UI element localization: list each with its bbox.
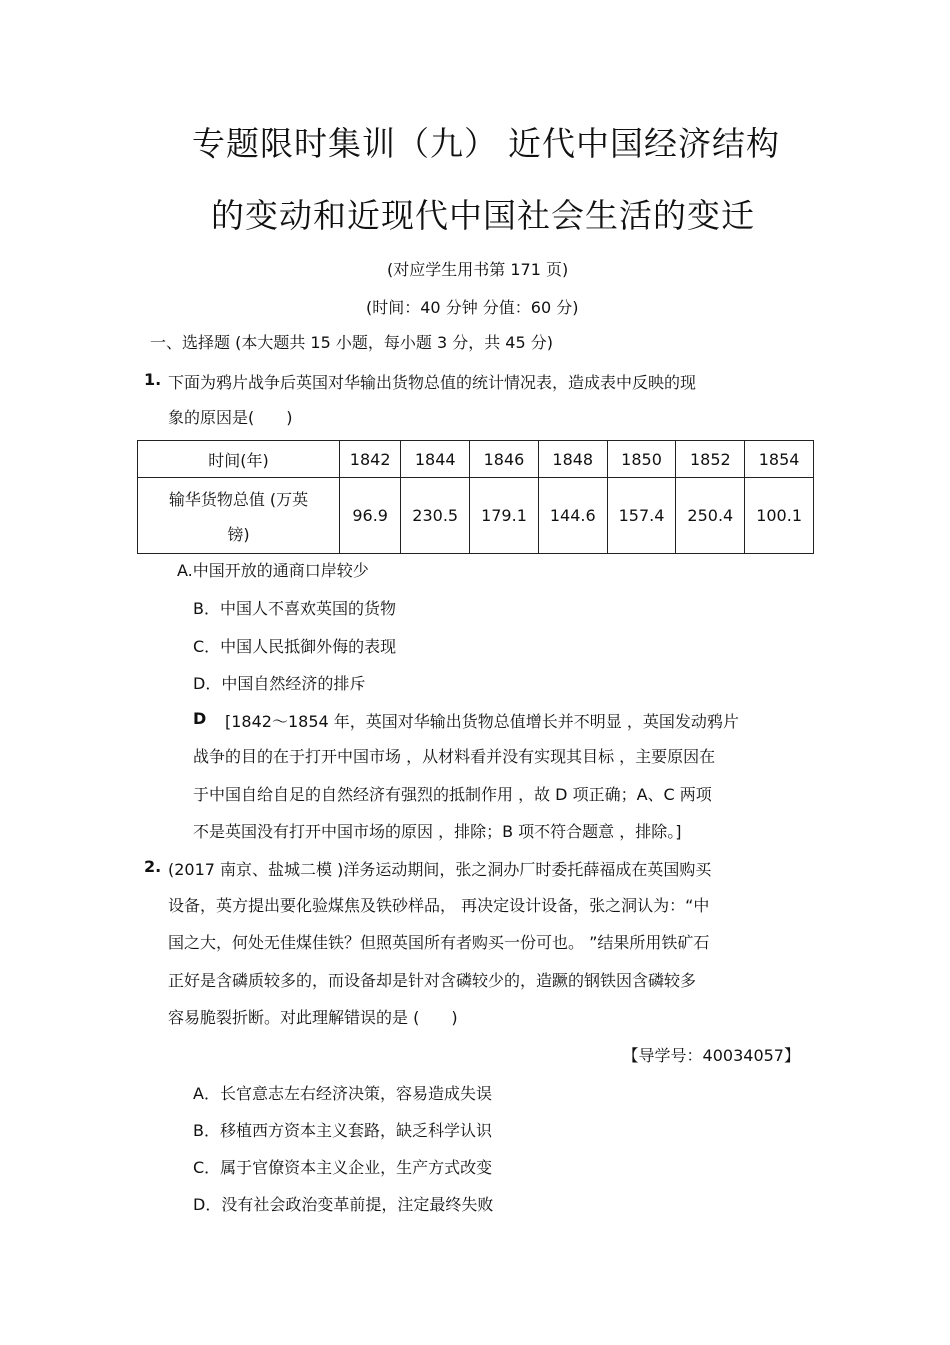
- q2-option-b: B．移植西方资本主义套路，缺乏科学认识: [193, 1121, 492, 1140]
- reference-note: (对应学生用书第 171 页): [387, 260, 569, 279]
- table-cell-value: 100.1: [745, 478, 814, 554]
- q1-option-a: A.中国开放的通商口岸较少: [177, 561, 369, 580]
- page-title-line1-left: 专题限时集训（九）: [192, 124, 498, 163]
- table-row-years: [138, 441, 814, 478]
- table-row-values: [138, 478, 814, 554]
- table-cell-year: 1842: [340, 441, 401, 478]
- q2-stem-line1: (2017 南京、盐城二模 )洋务运动期间，张之洞办厂时委托薛福成在英国购买: [168, 860, 712, 879]
- table-cell-year: 1844: [401, 441, 470, 478]
- q2-guide-number: 【导学号：40034057】: [622, 1046, 800, 1065]
- table-cell-value: 230.5: [401, 478, 470, 554]
- table-cell-value: 250.4: [676, 478, 745, 554]
- page-title-line1-right: 近代中国经济结构: [508, 124, 780, 163]
- table-cell-value: 96.9: [340, 478, 401, 554]
- q1-explanation-line4: 不是英国没有打开中国市场的原因 ，排除；B 项不符合题意 ，排除。]: [193, 822, 682, 841]
- q1-option-c: C．中国人民抵御外侮的表现: [193, 637, 397, 656]
- table-cell-year: 1846: [470, 441, 539, 478]
- q1-explanation-line1: [1842～1854 年，英国对华输出货物总值增长并不明显 ，英国发动鸦片: [225, 712, 739, 731]
- q1-option-d: D．中国自然经济的排斥: [193, 674, 366, 693]
- q2-number: 2.: [144, 857, 162, 876]
- q2-option-a: A．长官意志左右经济决策，容易造成失误: [193, 1084, 492, 1103]
- table-cell-year: 1848: [538, 441, 607, 478]
- q2-stem-line5: 容易脆裂折断。对此理解错误的是 ( ): [168, 1008, 458, 1027]
- q2-stem-line2: 设备，英方提出要化验煤焦及铁砂样品， 再决定设计设备，张之洞认为：“中: [168, 896, 710, 915]
- q2-stem-line3: 国之大，何处无佳煤佳铁？但照英国所有者购买一份可也。 ”结果所用铁矿石: [168, 933, 710, 952]
- table-header-value: [138, 478, 340, 554]
- table-cell-year: 1850: [607, 441, 676, 478]
- q1-answer-letter: D: [193, 709, 207, 728]
- section-title: 一、选择题 (本大题共 15 小题，每小题 3 分，共 45 分): [150, 333, 553, 352]
- page-title-line2: 的变动和近现代中国社会生活的变迁: [211, 196, 755, 235]
- table-header-value-line1: 输华货物总值 (万英: [168, 489, 309, 509]
- table-cell-year: 1852: [676, 441, 745, 478]
- table-cell-value: 144.6: [538, 478, 607, 554]
- q1-stats-table: [137, 440, 814, 554]
- q1-option-b: B．中国人不喜欢英国的货物: [193, 599, 396, 618]
- q1-stem-line1: 下面为鸦片战争后英国对华输出货物总值的统计情况表，造成表中反映的现: [168, 373, 697, 392]
- q1-stem-line2: 象的原因是( ): [168, 408, 293, 427]
- q1-explanation-line3: 于中国自给自足的自然经济有强烈的抵制作用 ，故 D 项正确；A、C 两项: [193, 785, 712, 804]
- table-cell-value: 179.1: [470, 478, 539, 554]
- q2-option-d: D．没有社会政治变革前提，注定最终失败: [193, 1195, 494, 1214]
- q2-stem-line4: 正好是含磷质较多的，而设备却是针对含磷较少的，造蹶的钢铁因含磷较多: [168, 971, 697, 990]
- table-cell-value: 157.4: [607, 478, 676, 554]
- q2-option-c: C．属于官僚资本主义企业，生产方式改变: [193, 1158, 493, 1177]
- time-score-note: (时间：40 分钟 分值：60 分): [366, 298, 579, 317]
- table-header-value-line2: 镑): [227, 524, 250, 544]
- table-cell-year: 1854: [745, 441, 814, 478]
- table-header-time: 时间(年): [138, 441, 340, 478]
- q1-explanation-line2: 战争的目的在于打开中国市场 ，从材料看并没有实现其目标 ，主要原因在: [193, 747, 716, 766]
- q1-number: 1.: [144, 370, 162, 389]
